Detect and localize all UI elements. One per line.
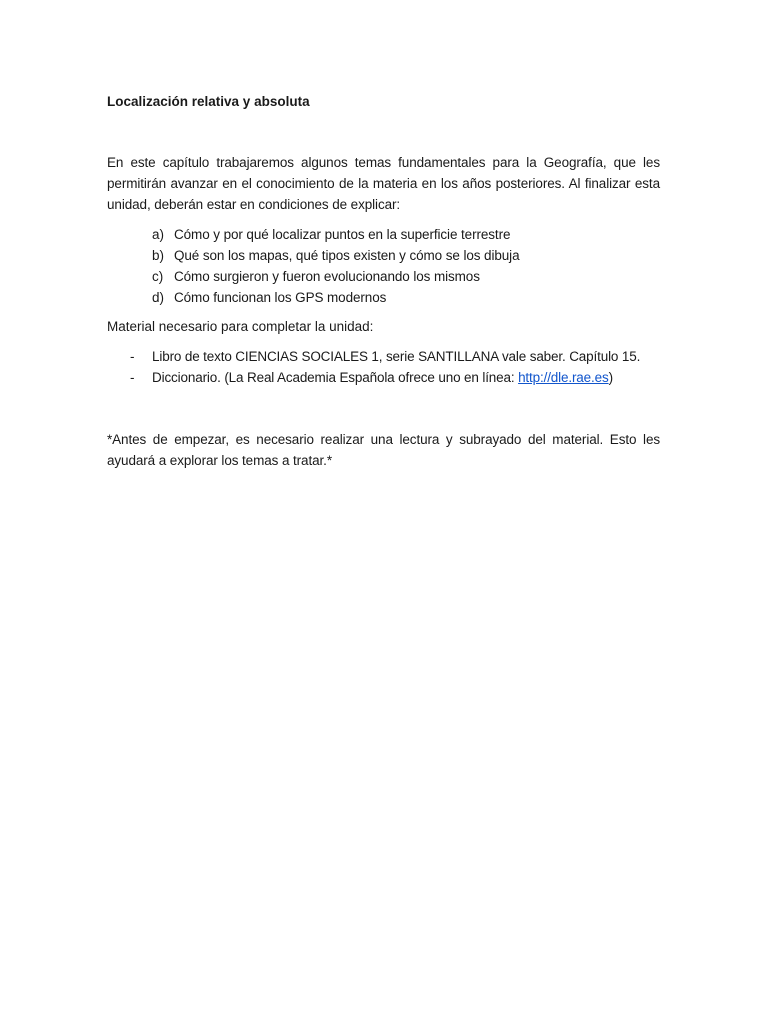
note-paragraph: *Antes de empezar, es necesario realizar una lectura y subrayado del material. Esto les ayudará a explorar los temas a tratar.* [107, 432, 660, 468]
material-heading: Material necesario para completar la unidad: [107, 319, 374, 334]
list-marker: d) [152, 290, 165, 305]
list-marker: a) [152, 227, 165, 242]
dash-marker: - [130, 370, 135, 385]
material-dictionary [152, 367, 613, 388]
rae-link[interactable]: http://dle.rae.es [518, 370, 609, 385]
dictionary-text: Diccionario. (La Real Academia Española ofrece uno en línea: [152, 370, 519, 385]
list-item [107, 266, 660, 287]
list-marker: b) [152, 248, 165, 263]
list-item [107, 367, 660, 388]
list-item-text: Qué son los mapas, qué tipos existen y cómo se los dibuja [174, 248, 520, 263]
list-item [107, 287, 660, 308]
list-item [107, 224, 660, 245]
list-item-text: Cómo surgieron y fueron evolucionando los mismos [174, 269, 480, 284]
objectives-list [107, 224, 660, 308]
dictionary-text-end: ) [608, 370, 613, 385]
intro-paragraph: En este capítulo trabajaremos algunos temas fundamentales para la Geografía, que les permitirán avanzar en el conocimiento de la materia en los años posteriores. Al finalizar esta unidad, deberán estar en condiciones de explicar: [107, 155, 660, 212]
list-item-text: Cómo y por qué localizar puntos en la superficie terrestre [174, 227, 511, 242]
material-textbook: Libro de texto CIENCIAS SOCIALES 1, serie SANTILLANA vale saber. Capítulo 15. [152, 349, 641, 364]
list-item [107, 245, 660, 266]
materials-list [107, 346, 660, 388]
list-item-text: Cómo funcionan los GPS modernos [174, 290, 387, 305]
document-title: Localización relativa y absoluta [107, 94, 310, 109]
list-marker: c) [152, 269, 164, 284]
dash-marker: - [130, 349, 135, 364]
list-item [107, 346, 660, 367]
